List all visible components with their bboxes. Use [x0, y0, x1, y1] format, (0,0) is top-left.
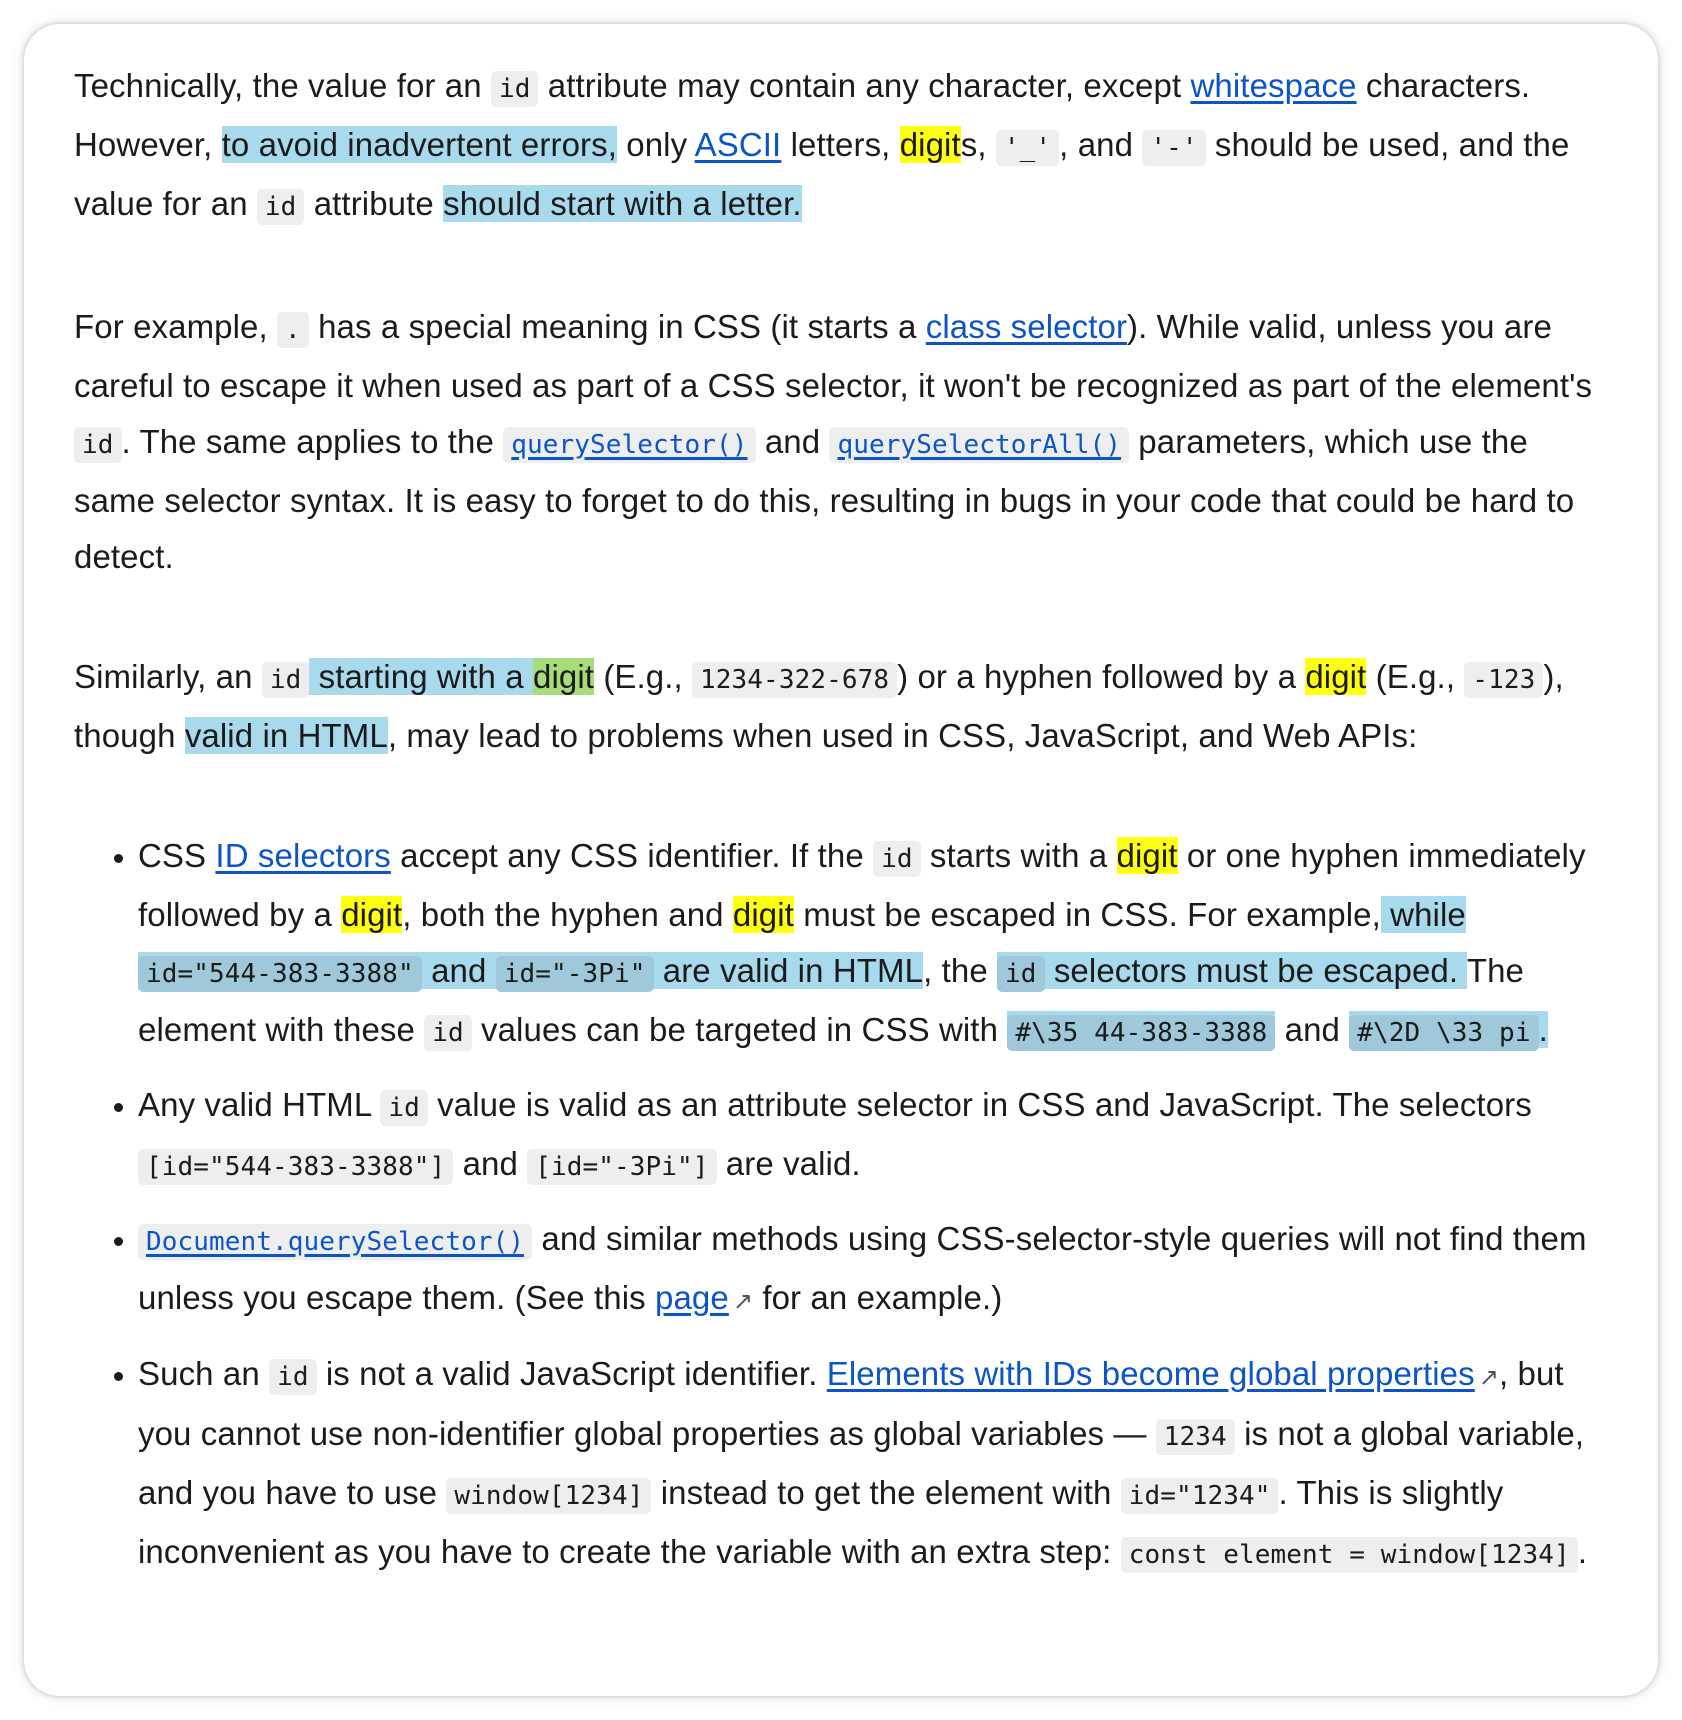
link-queryselectorall[interactable]: querySelectorAll() — [829, 423, 1129, 460]
inline-code: 1234-322-678 — [692, 662, 897, 698]
problem-list — [74, 828, 1606, 1583]
highlight: to avoid inadvertent errors, — [221, 126, 617, 163]
paragraph-digit-ids: Similarly, an id starting with a digit (E.g., 1234-322-678 ) or a hyphen followed by a digit (E.g., -123 ), though valid in HTML, may lead to problems when used in CSS, JavaScript, and Web APIs: — [74, 658, 1564, 754]
search-highlight-digit: digit — [732, 896, 794, 933]
inline-code: id="544-383-3388" — [138, 956, 422, 992]
content-card — [24, 24, 1658, 1696]
paragraph-css-escape: For example, . has a special meaning in CSS (it starts a class selector). While valid, unless you are careful to escape it when used as part of a CSS selector, it won't be recognized as part of the element's id . The same applies to the querySelector() and querySelectorAll() parameters, which use the same selector syntax. It is easy to forget to do this, resulting in bugs in your code that could be hard to detect. — [74, 308, 1593, 575]
link-ascii[interactable]: ASCII — [694, 126, 782, 163]
inline-code: #\2D \33 pi — [1349, 1015, 1538, 1051]
inline-code: #\35 44-383-3388 — [1007, 1015, 1275, 1051]
search-highlight-digit: digit — [899, 126, 961, 163]
external-link-icon: ↗ — [732, 1288, 754, 1315]
inline-code: '-' — [1142, 130, 1205, 166]
link-page[interactable]: page — [655, 1279, 729, 1316]
highlight: should start with a letter. — [443, 185, 802, 222]
inline-code: id — [491, 71, 539, 107]
inline-code: id — [269, 1359, 317, 1395]
inline-code: -123 — [1464, 662, 1543, 698]
inline-code: '_' — [996, 130, 1059, 166]
link-id-selectors[interactable]: ID selectors — [215, 837, 391, 874]
link-global-properties[interactable]: Elements with IDs become global properties — [826, 1355, 1475, 1392]
highlight: id selectors must be escaped. — [997, 952, 1467, 989]
paragraph-id-value: Technically, the value for an id attribute may contain any character, except whitespace characters. However, to avoid inadvertent errors, only ASCII letters, digits, '_' , and '-' should be used, and the value for an id attribute should start with a letter. — [74, 58, 1606, 235]
list-item-css-selectors: • CSS ID selectors accept any CSS identifier. If the id starts with a digit or one hyphen immediately followed by a digit, both the hyphen and digit must be escaped in CSS. For example, while id="544-383-3388" and id="-3Pi" are valid in HTML, the id selectors must be escaped. The element with these id values can be targeted in CSS with #\35 44-383-3388 and #\2D \33 pi . — [138, 828, 1606, 1061]
highlight: starting with a digit — [309, 658, 595, 695]
inline-code: id — [74, 427, 122, 463]
link-whitespace[interactable]: whitespace — [1190, 67, 1357, 104]
highlight: #\2D \33 pi . — [1349, 1011, 1548, 1048]
inline-code: id="1234" — [1121, 1478, 1279, 1514]
document-body — [74, 58, 1606, 1583]
inline-code: const element = window[1234] — [1121, 1537, 1578, 1573]
highlight: valid in HTML — [184, 717, 388, 754]
inline-code: id — [873, 841, 921, 877]
inline-code: [id="544-383-3388"] — [138, 1149, 453, 1185]
inline-code: 1234 — [1156, 1419, 1235, 1455]
inline-code: id — [997, 956, 1045, 992]
inline-code: [id="-3Pi"] — [527, 1149, 716, 1185]
inline-code: id="-3Pi" — [496, 956, 654, 992]
link-class-selector[interactable]: class selector — [925, 308, 1128, 345]
search-highlight-digit: digit — [1116, 837, 1178, 874]
inline-code: id — [262, 662, 310, 698]
list-item-queryselector: • Document.querySelector() and similar methods using CSS-selector-style queries will not find them unless you escape them. (See this page ↗ for an example.) — [138, 1211, 1606, 1330]
highlight — [1007, 1011, 1275, 1048]
search-highlight-digit: digit — [1305, 658, 1367, 695]
search-highlight-digit: digit — [533, 658, 595, 695]
highlight: while id="544-383-3388" and id="-3Pi" are valid in HTML — [138, 896, 1466, 989]
list-item-attribute-selectors: • Any valid HTML id value is valid as an attribute selector in CSS and JavaScript. The selectors [id="544-383-3388"] and [id="-3Pi"] are valid. — [138, 1077, 1606, 1195]
inline-code: . — [277, 312, 309, 348]
list-item-js-identifier: • Such an id is not a valid JavaScript identifier. Elements with IDs become global properties ↗, but you cannot use non-identifier global properties as global variables — 1234 is not a global variable, and you have to use window[1234] instead to get the element with id="1234" . This is slightly inconvenient as you have to create the variable with an extra step: const element = window[1234] . — [138, 1346, 1606, 1583]
search-highlight-digit: digit — [341, 896, 403, 933]
link-document-queryselector[interactable]: Document.querySelector() — [138, 1220, 532, 1257]
link-queryselector[interactable]: querySelector() — [503, 423, 755, 460]
inline-code: window[1234] — [446, 1478, 651, 1514]
external-link-icon: ↗ — [1478, 1364, 1499, 1391]
inline-code: id — [424, 1015, 472, 1051]
inline-code: id — [380, 1090, 428, 1126]
inline-code: id — [257, 189, 305, 225]
